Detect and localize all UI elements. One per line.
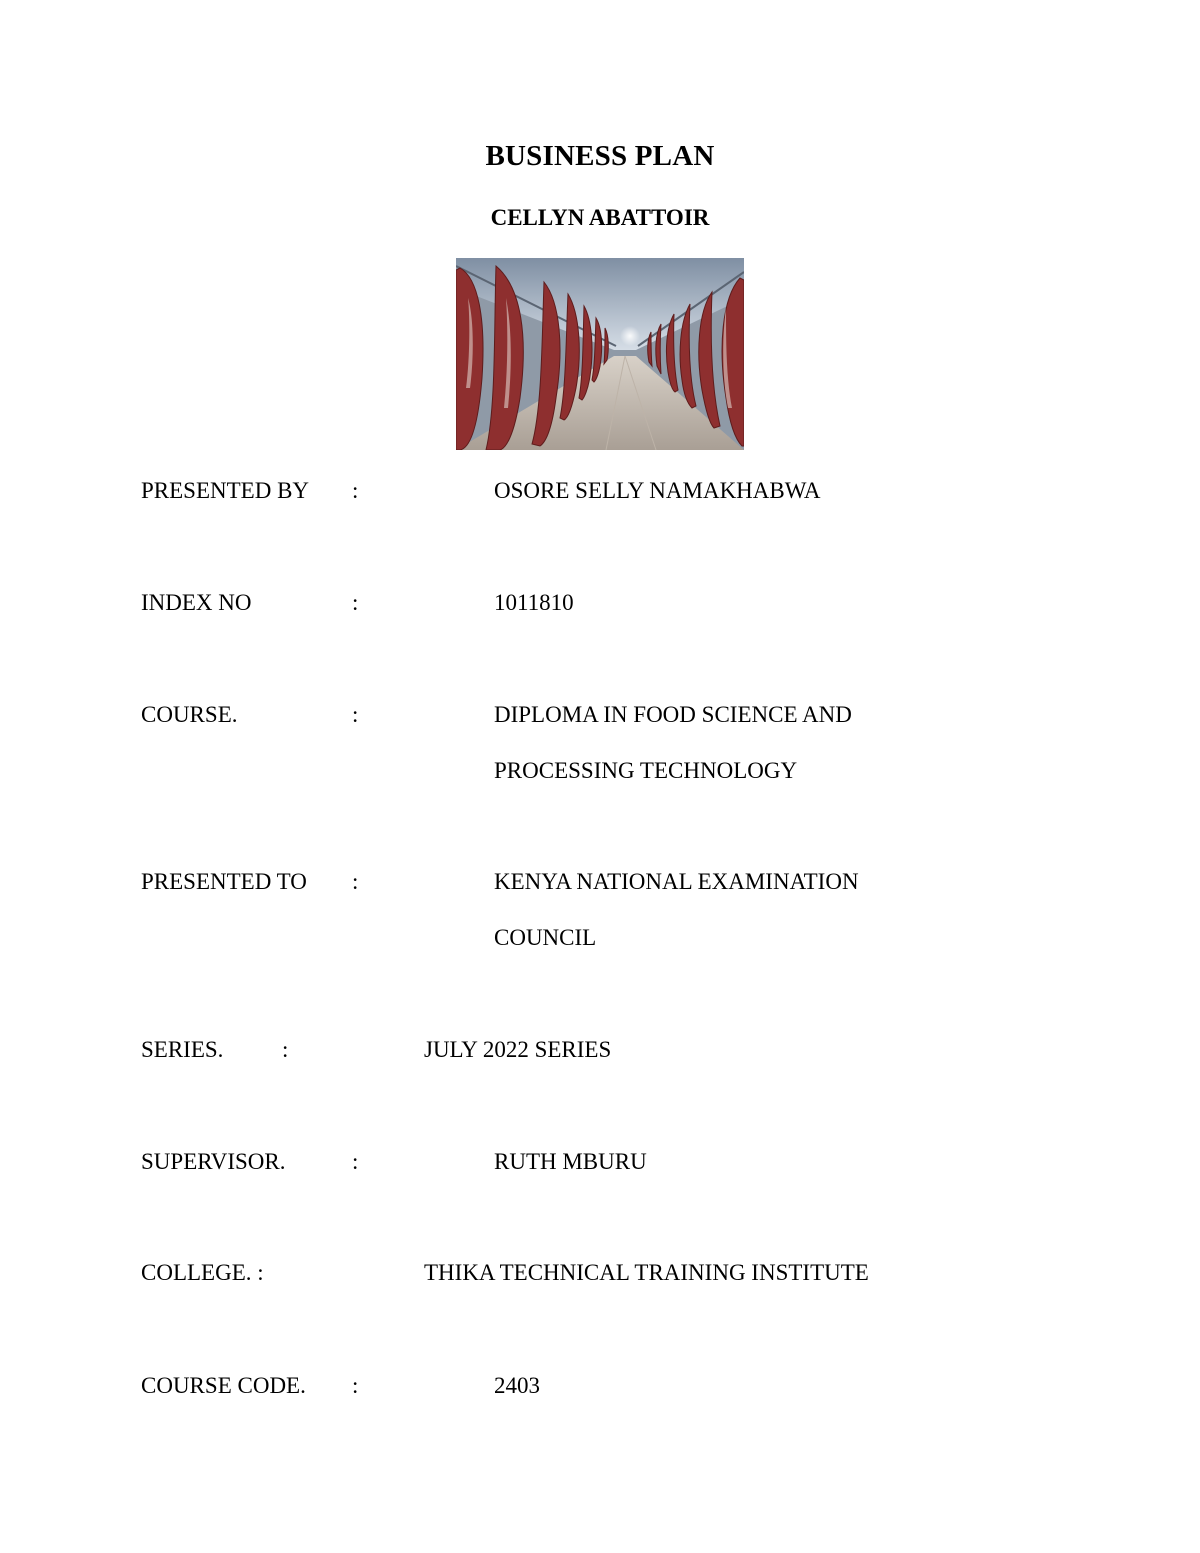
field-label: INDEX NO bbox=[141, 590, 252, 615]
field-label: COURSE. bbox=[141, 702, 238, 727]
field-label: PRESENTED TO bbox=[141, 869, 307, 894]
field-value-line: KENYA NATIONAL EXAMINATION bbox=[494, 869, 859, 894]
field-value-line: JULY 2022 SERIES bbox=[424, 1037, 612, 1062]
field-label: PRESENTED BY bbox=[141, 478, 310, 503]
field-label: COLLEGE. : bbox=[141, 1260, 264, 1285]
field-label: COURSE CODE. bbox=[141, 1373, 306, 1398]
field-label: SERIES. bbox=[141, 1037, 224, 1062]
document-subtitle: CELLYN ABATTOIR bbox=[490, 205, 710, 230]
field-colon: : bbox=[352, 478, 359, 503]
field-colon: : bbox=[352, 590, 359, 615]
field-value-line: COUNCIL bbox=[494, 925, 597, 950]
field-value-line: OSORE SELLY NAMAKHABWA bbox=[494, 478, 821, 503]
field-value bbox=[494, 478, 821, 534]
field-value bbox=[494, 1149, 647, 1205]
field-value bbox=[494, 590, 574, 646]
field-label: SUPERVISOR. bbox=[141, 1149, 286, 1174]
field-value bbox=[494, 869, 859, 981]
field-value bbox=[424, 1037, 611, 1093]
field-value-line: THIKA TECHNICAL TRAINING INSTITUTE bbox=[424, 1260, 869, 1285]
field-value-line: 1011810 bbox=[494, 590, 574, 615]
field-value-line: 2403 bbox=[494, 1373, 540, 1398]
document-title: BUSINESS PLAN bbox=[485, 140, 715, 172]
abattoir-cover-image bbox=[456, 258, 744, 450]
field-colon: : bbox=[352, 869, 359, 894]
field-value bbox=[424, 1260, 869, 1316]
field-value-line: PROCESSING TECHNOLOGY bbox=[494, 758, 798, 783]
field-colon: : bbox=[352, 1149, 359, 1174]
field-value-line: DIPLOMA IN FOOD SCIENCE AND bbox=[494, 702, 852, 727]
field-value-line: RUTH MBURU bbox=[494, 1149, 647, 1174]
field-colon: : bbox=[352, 1373, 359, 1398]
field-value bbox=[494, 702, 852, 814]
field-colon: : bbox=[282, 1037, 289, 1062]
field-colon: : bbox=[352, 702, 359, 727]
field-value bbox=[494, 1373, 540, 1429]
